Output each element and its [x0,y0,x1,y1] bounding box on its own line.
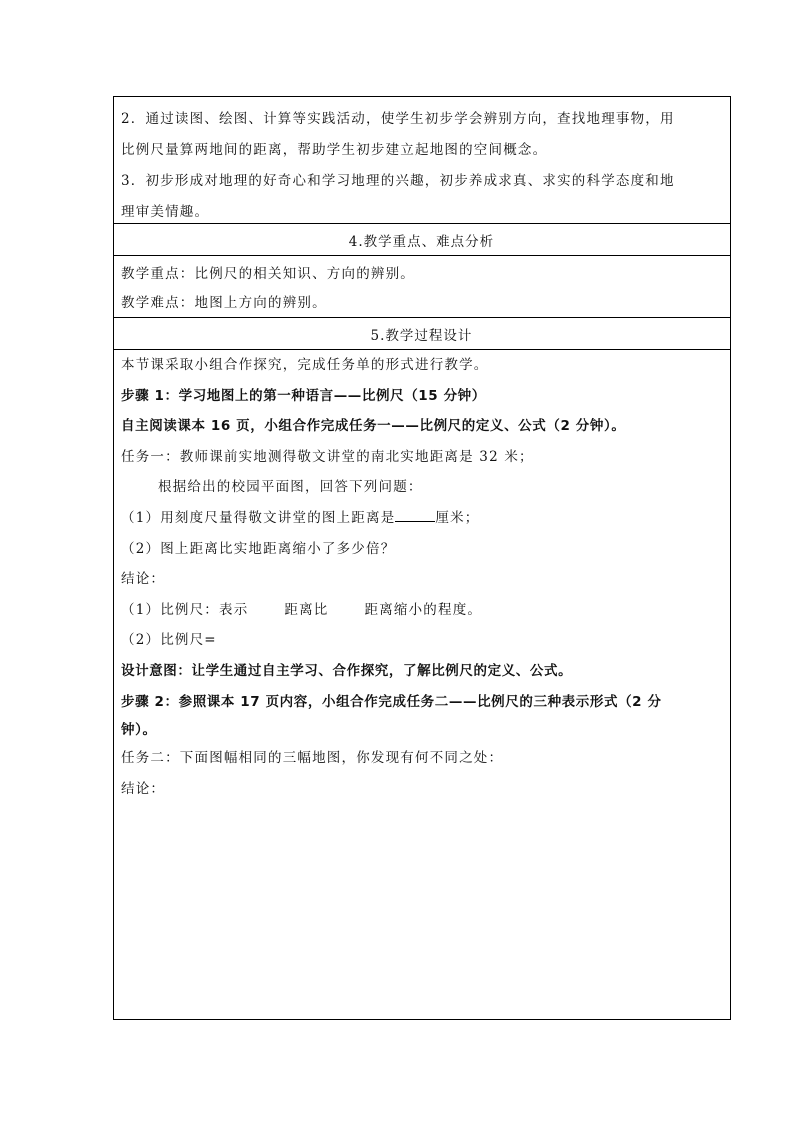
task-1-prompt: 根据给出的校园平面图，回答下列问题： [158,479,423,496]
lesson-plan-table [113,96,731,1020]
conclusion-label: 结论： [121,571,166,588]
conclusion-2-label: 结论： [121,780,166,797]
question-1-text: （1）用刻度尺量得敬文讲堂的图上距离是 [121,509,396,526]
conclusion-1-part-3: 距离缩小的程度。 [364,601,483,618]
step-2-line-2: 钟）。 [121,722,157,739]
answer-blank [395,507,435,522]
objective-3-line-1: 3．初步形成对地理的好奇心和学习地理的兴趣，初步养成求真、求实的科学态度和地 [121,173,675,189]
section-5-heading: 5.教学过程设计 [114,318,730,350]
conclusion-2: （2）比例尺= [121,632,217,649]
difficulty-text: 教学难点：地图上方向的辨别。 [121,295,327,311]
question-1-unit: 厘米； [435,509,480,526]
process-cell [114,350,730,1019]
question-1 [121,503,722,534]
objective-2-line-2: 比例尺量算两地间的距离，帮助学生初步建立起地图的空间概念。 [121,142,548,158]
section-4-heading: 4.教学重点、难点分析 [114,224,730,256]
key-point-text: 教学重点：比例尺的相关知识、方向的辨别。 [121,266,415,282]
conclusion-1-part-2: 距离比 [284,601,329,618]
task-1-text: 任务一：教师课前实地测得敬文讲堂的南北实地距离是 32 米； [121,448,534,465]
key-points-cell [114,256,730,318]
step-1-instruction: 自主阅读课本 16 页，小组合作完成任务一——比例尺的定义、公式（2 分钟）。 [121,418,626,435]
intro-text: 本节课采取小组合作探究，完成任务单的形式进行教学。 [121,357,489,373]
objective-3-line-2: 理审美情趣。 [121,204,210,220]
conclusion-1-part-1: （1）比例尺：表示 [121,601,249,618]
objectives-cell [114,97,730,224]
question-2: （2）图上距离比实地距离缩小了多少倍？ [121,540,396,557]
design-intent: 设计意图：让学生通过自主学习、合作探究，了解比例尺的定义、公式。 [121,662,573,679]
step-1-title: 步骤 1：学习地图上的第一种语言——比例尺（15 分钟） [121,387,486,404]
objective-2-line-1: 2．通过读图、绘图、计算等实践活动，使学生初步学会辨别方向，查找地理事物，用 [121,111,675,127]
conclusion-1 [121,595,722,626]
task-2-text: 任务二：下面图幅相同的三幅地图，你发现有何不同之处： [121,750,504,767]
step-2-line-1: 步骤 2：参照课本 17 页内容，小组合作完成任务二——比例尺的三种表示形式（2 分 [121,693,662,710]
